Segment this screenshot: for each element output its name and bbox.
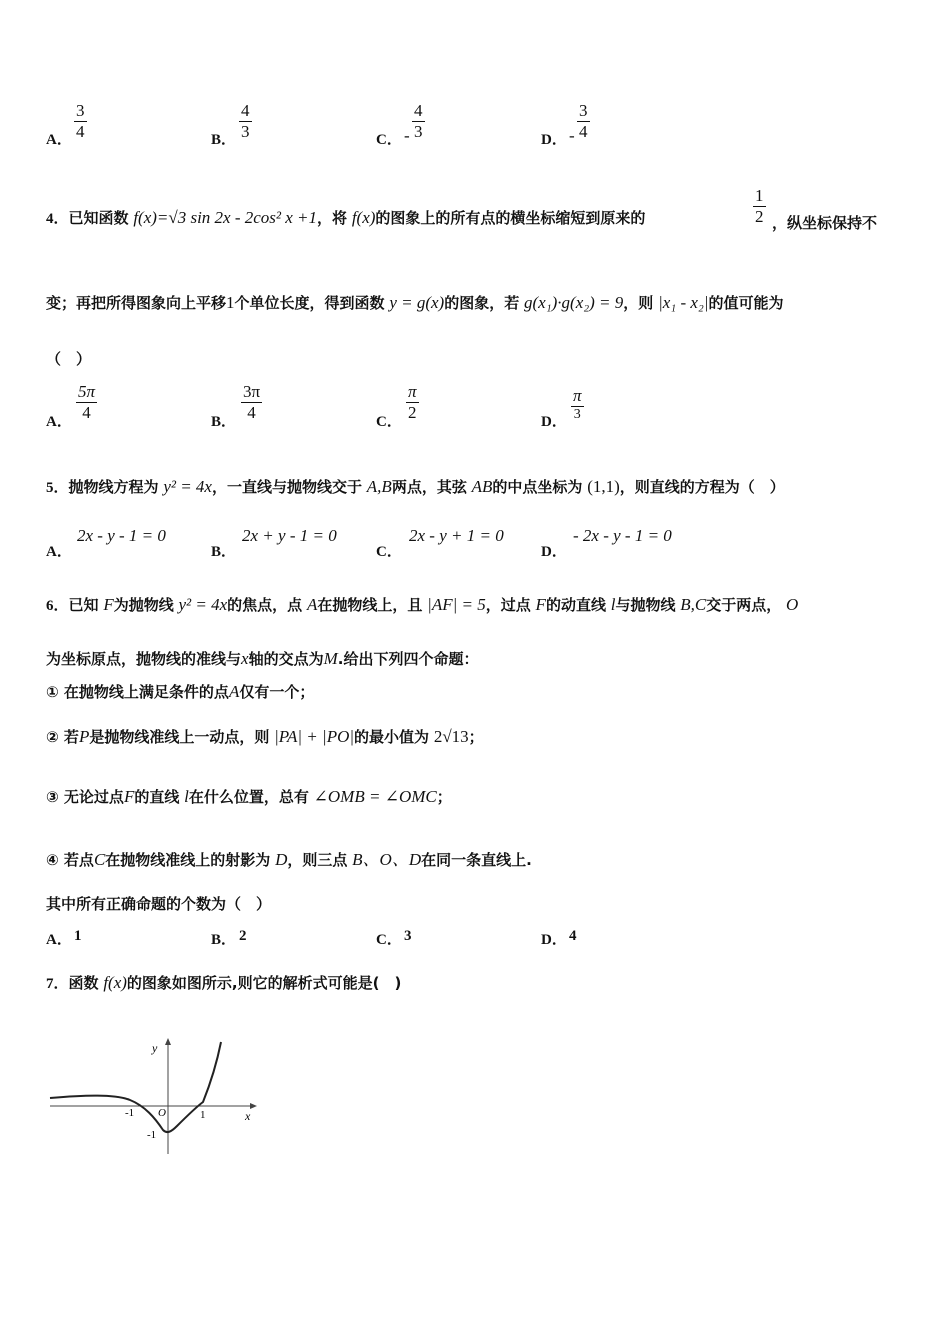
text: 的图象如图所示,则它的解析式可能是( ): [126, 974, 402, 992]
option-a-label: A．: [46, 544, 72, 560]
distance-af: |AF| = 5: [427, 595, 486, 614]
numerator: π: [408, 382, 417, 401]
option-c-fraction: [412, 101, 425, 142]
midpoint: (1,1): [587, 477, 620, 496]
denominator: 3: [571, 406, 584, 423]
option-b-fraction: [241, 382, 262, 423]
option-c-label: C．: [376, 932, 402, 948]
point-m: M: [323, 649, 338, 668]
text: 为抛物线: [113, 596, 174, 614]
proposition-2: [46, 726, 484, 747]
neg-one-y-label: -1: [147, 1129, 157, 1141]
option-b-label: B．: [211, 932, 237, 948]
text: ④ 若点: [46, 851, 94, 869]
numerator: 4: [241, 101, 250, 120]
option-a-fraction: [76, 382, 97, 423]
denominator: 4: [241, 402, 262, 423]
proposition-1: [46, 681, 314, 702]
text: ，则三点: [287, 851, 348, 869]
option-d-fraction: [571, 386, 584, 423]
option-c-fraction: [406, 382, 419, 423]
question-number: 4．: [46, 211, 69, 227]
option-d-value: 4: [569, 928, 577, 944]
text: ③ 无论过点: [46, 788, 124, 806]
option-a-expr: 2x - y - 1 = 0: [77, 526, 166, 545]
line-l: l: [610, 595, 616, 614]
minus-sign: -: [404, 126, 410, 145]
text: 的图象，若: [444, 294, 520, 312]
q5-stem: [46, 476, 785, 497]
text: 轴的交点为: [248, 650, 324, 668]
option-c-label: C．: [376, 414, 402, 430]
question-ask: 其中所有正确命题的个数为（ ）: [46, 895, 272, 913]
x-axis-arrow: [250, 1103, 257, 1109]
angle-equality: ∠OMB = ∠OMC: [313, 787, 437, 806]
line-l: l: [184, 787, 189, 806]
fx: f(x): [351, 208, 376, 227]
denominator: 4: [76, 402, 97, 423]
denominator: 2: [406, 402, 419, 423]
product-condition: g(x₁)·g(x₂) = 9: [524, 293, 624, 312]
text: 的中点坐标为: [492, 478, 583, 496]
option-d-label: D．: [541, 132, 567, 148]
proposition-3: [46, 786, 452, 807]
denominator: 3: [241, 122, 250, 141]
text: ，则: [623, 294, 654, 312]
origin-label: O: [158, 1107, 166, 1119]
question-number: 7．: [46, 976, 69, 992]
one-x-label: 1: [200, 1109, 206, 1121]
numerator: π: [573, 386, 582, 405]
text: 的动直线: [545, 596, 606, 614]
numerator: 3: [579, 101, 588, 120]
text: 在抛物线上，且: [317, 596, 423, 614]
question-number: 6．: [46, 598, 69, 614]
text: 在抛物线准线上的射影为: [105, 851, 271, 869]
option-b-value: 2: [239, 928, 247, 944]
text: ，则直线的方程为（ ）: [619, 478, 785, 496]
text: ；: [436, 788, 452, 806]
neg-one-x-label: -1: [125, 1107, 135, 1119]
option-b-expr: 2x + y - 1 = 0: [242, 526, 337, 545]
points-ab: A,B: [366, 477, 392, 496]
denominator: 3: [414, 122, 423, 141]
text: ① 在抛物线上满足条件的点: [46, 683, 229, 701]
option-b-label: B．: [211, 414, 237, 430]
option-a-label: A．: [46, 932, 72, 948]
option-d-label: D．: [541, 544, 567, 560]
numerator: 1: [755, 186, 764, 205]
text: 仅有一个；: [239, 683, 315, 701]
text: 的最小值为: [354, 728, 430, 746]
min-value: 2√13: [433, 727, 469, 746]
q7-stem: [46, 972, 401, 993]
option-b-fraction: [239, 101, 252, 142]
question-number: 5．: [46, 480, 69, 496]
option-a-label: A．: [46, 414, 72, 430]
text: 在同一条直线上.: [421, 851, 532, 869]
text: 两点，其弦: [391, 478, 467, 496]
text: ② 若: [46, 728, 79, 746]
distance-sum: |PA| + |PO|: [274, 727, 355, 746]
focus-f: F: [123, 787, 135, 806]
text: 为坐标原点，抛物线的准线与: [46, 650, 242, 668]
origin-o: O: [786, 595, 799, 614]
text: 与抛物线: [615, 596, 676, 614]
function-graph: [45, 1030, 265, 1160]
q4-line-1: [46, 207, 645, 228]
option-d-expr: - 2x - y - 1 = 0: [573, 526, 672, 545]
text: 交于两点，: [706, 596, 782, 614]
text: 是抛物线准线上一动点，则: [89, 728, 270, 746]
option-d-label: D．: [541, 414, 567, 430]
proposition-4: [46, 845, 532, 870]
text: ，过点: [485, 596, 531, 614]
text: 个单位长度，得到函数: [234, 294, 385, 312]
text: 已知函数: [68, 209, 129, 227]
option-c-value: 3: [404, 928, 412, 944]
text: 的值可能为: [708, 294, 784, 312]
option-d-label: D．: [541, 932, 567, 948]
denominator: 2: [755, 207, 764, 226]
y-axis-label: y: [152, 1041, 158, 1055]
fx: f(x): [103, 973, 127, 992]
answer-paren: （ ）: [46, 350, 92, 368]
y-axis-arrow: [165, 1038, 171, 1045]
points-bod: B、O、D: [352, 850, 422, 869]
q4-line-2: [46, 292, 784, 313]
x-axis: x: [241, 649, 249, 668]
focus-f: F: [535, 595, 546, 614]
text: 函数: [68, 974, 99, 992]
text: 已知: [68, 596, 99, 614]
option-a-fraction: [74, 101, 87, 142]
point-a: A: [306, 595, 318, 614]
abs-difference: |x₁ - x₂|: [658, 293, 709, 312]
function-curve: [50, 1042, 221, 1132]
option-c-label: C．: [376, 544, 402, 560]
option-d-fraction: [577, 101, 590, 142]
denominator: 4: [579, 122, 588, 141]
point-p: P: [78, 727, 90, 746]
q6-line-1: [46, 594, 798, 615]
x-axis-label: x: [245, 1109, 251, 1123]
option-b-label: B．: [211, 544, 237, 560]
text: ；: [468, 728, 484, 746]
text: 抛物线方程为: [68, 478, 159, 496]
text: 在什么位置，总有: [188, 788, 309, 806]
parabola-equation: y² = 4x: [163, 477, 212, 496]
option-b-label: B．: [211, 132, 237, 148]
points-bc: B,C: [680, 595, 707, 614]
point-d: D: [275, 850, 288, 869]
text: 的焦点，点: [227, 596, 303, 614]
function-definition: f(x)=√3 sin 2x - 2cos² x +1: [133, 208, 318, 227]
chord-ab: AB: [471, 477, 493, 496]
option-a-value: 1: [74, 928, 82, 944]
shift-value: 1: [226, 293, 235, 312]
numerator: 5π: [78, 382, 96, 401]
text: .给出下列四个命题：: [337, 650, 479, 668]
minus-sign: -: [569, 126, 575, 145]
numerator: 4: [414, 101, 423, 120]
text: ，纵坐标保持不: [772, 214, 878, 232]
text: ，将: [317, 209, 348, 227]
option-a-label: A．: [46, 132, 72, 148]
q6-line-2: [46, 648, 478, 669]
option-c-label: C．: [376, 132, 402, 148]
point-a: A: [228, 682, 240, 701]
parabola-equation: y² = 4x: [178, 595, 228, 614]
numerator: 3: [76, 101, 85, 120]
numerator: 3π: [243, 382, 261, 401]
option-c-expr: 2x - y + 1 = 0: [409, 526, 504, 545]
text: ，一直线与抛物线交于: [211, 478, 362, 496]
denominator: 4: [76, 122, 85, 141]
g-function: y = g(x): [389, 293, 445, 312]
point-c: C: [93, 850, 106, 869]
text: 变；再把所得图象向上平移: [46, 294, 227, 312]
text: 的直线: [134, 788, 180, 806]
text: 的图象上的所有点的横坐标缩短到原来的: [375, 209, 646, 227]
half-fraction: [753, 186, 766, 227]
focus-f: F: [103, 595, 114, 614]
